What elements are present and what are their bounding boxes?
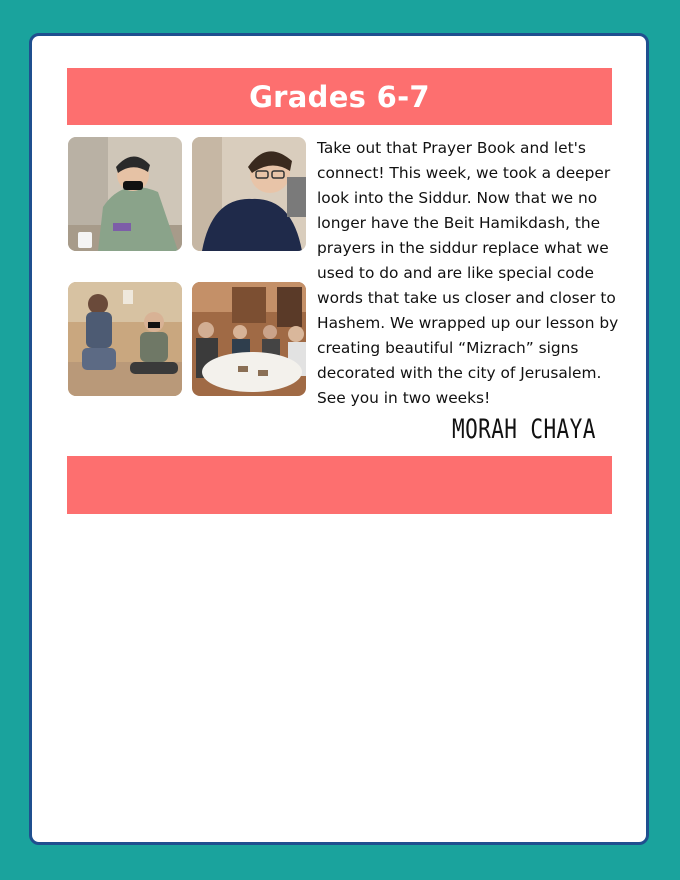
article-line: words that take us closer and closer to bbox=[317, 289, 616, 307]
article-line: decorated with the city of Jerusalem. bbox=[317, 364, 602, 382]
article-line: look into the Siddur. Now that we no bbox=[317, 189, 598, 207]
article-line: connect! This week, we took a deeper bbox=[317, 164, 611, 182]
article-line: See you in two weeks! bbox=[317, 389, 491, 407]
article-line: longer have the Beit Hamikdash, the bbox=[317, 214, 601, 232]
article-line: used to do and are like special code bbox=[317, 264, 594, 282]
section-title: Grades 6-7 bbox=[249, 79, 430, 114]
photo-students-floor bbox=[68, 282, 182, 396]
photo-group-table bbox=[192, 282, 306, 396]
article-line: Hashem. We wrapped up our lesson by bbox=[317, 314, 619, 332]
article-line: Take out that Prayer Book and let's bbox=[317, 139, 586, 157]
photo-student-glasses bbox=[192, 137, 306, 251]
article-line: prayers in the siddur replace what we bbox=[317, 239, 609, 257]
photo-student-writing bbox=[68, 137, 182, 251]
footer-banner bbox=[67, 456, 612, 514]
signature: MORAH CHAYA bbox=[452, 414, 596, 445]
article-line: creating beautiful “Mizrach” signs bbox=[317, 339, 579, 357]
header-banner bbox=[67, 68, 612, 125]
article-body bbox=[317, 136, 635, 411]
